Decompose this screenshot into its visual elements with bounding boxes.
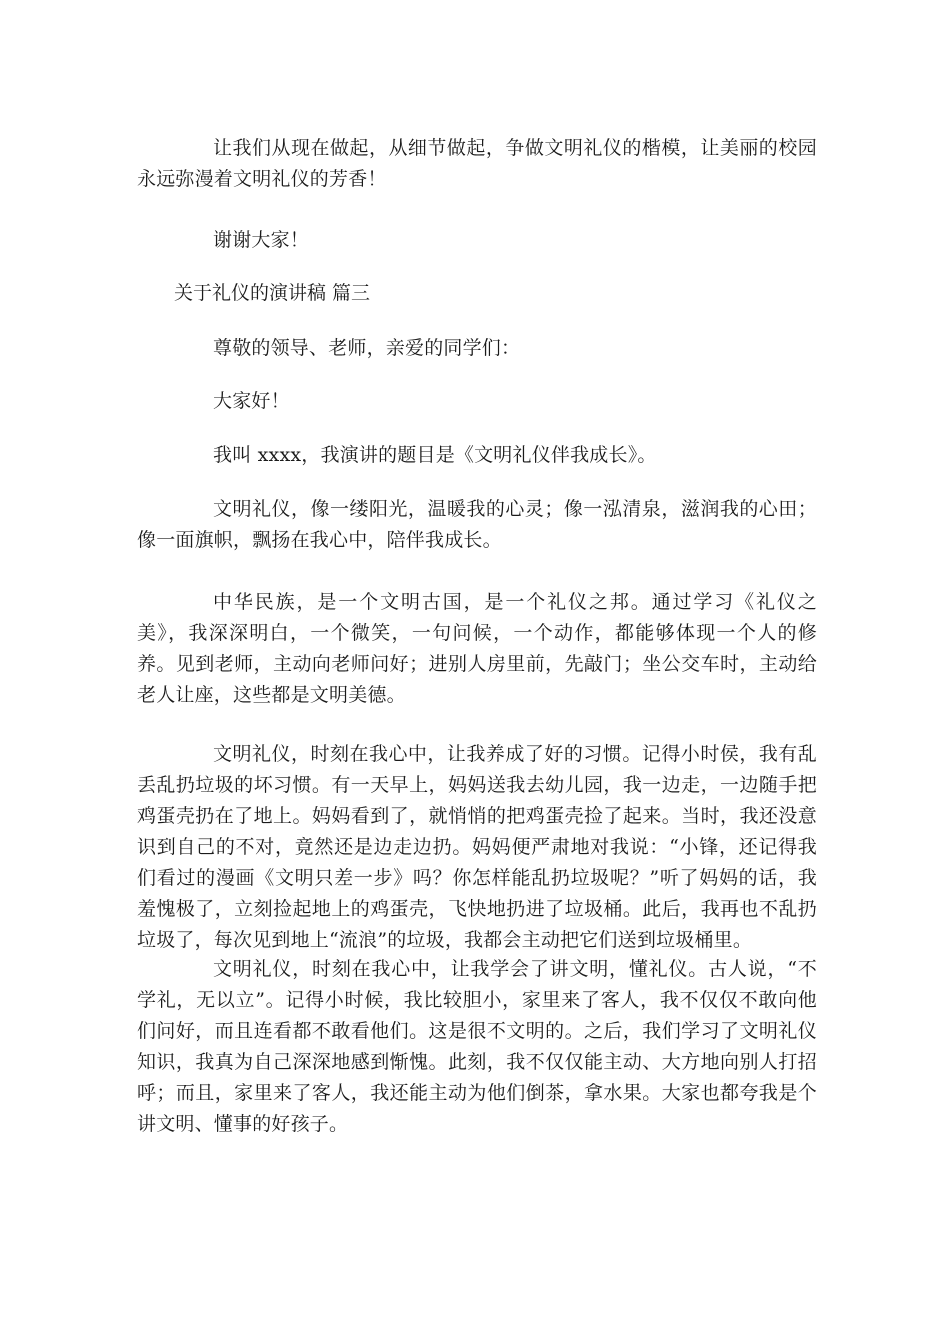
paragraph-metaphor: 文明礼仪，像一缕阳光，温暖我的心灵；像一泓清泉，滋润我的心田；像一面旗帜，飘扬在我心中，陪伴我成长。 [137, 498, 817, 551]
paragraph-intro: 我叫 xxxx，我演讲的题目是《文明礼仪伴我成长》。 [213, 444, 657, 466]
paragraph-greeting: 大家好！ [213, 390, 290, 412]
paragraph-nation: 中华民族，是一个文明古国，是一个礼仪之邦。通过学习《礼仪之美》，我深深明白，一个微笑，一句问候，一个动作，都能够体现一个人的修养。见到老师，主动向老师问好；进别人房里前，先敲门；坐公交车时，主动给老人让座，这些都是文明美德。 [137, 591, 817, 706]
paragraph-manners: 文明礼仪，时刻在我心中，让我学会了讲文明，懂礼仪。古人说，“不学礼，无以立”。记得小时候，我比较胆小，家里来了客人，我不仅仅不敢向他们问好，而且连看都不敢看他们。这是很不文明的。之后，我们学习了文明礼仪知识，我真为自己深深地感到惭愧。此刻，我不仅仅能主动、大方地向别人打招呼；而且，家里来了客人，我还能主动为他们倒茶，拿水果。大家也都夸我是个讲文明、懂事的好孩子。 [137, 958, 817, 1135]
section-heading: 关于礼仪的演讲稿 篇三 [174, 282, 371, 304]
paragraph-thanks: 谢谢大家！ [213, 229, 310, 251]
paragraph-closing: 让我们从现在做起，从细节做起，争做文明礼仪的楷模，让美丽的校园永远弥漫着文明礼仪的芳香！ [137, 137, 817, 190]
paragraph-salutation: 尊敬的领导、老师，亲爱的同学们： [213, 337, 521, 359]
paragraph-habit: 文明礼仪，时刻在我心中，让我养成了好的习惯。记得小时侯，我有乱丢乱扔垃圾的坏习惯。有一天早上，妈妈送我去幼儿园，我一边走，一边随手把鸡蛋壳扔在了地上。妈妈看到了，就悄悄的把鸡蛋壳捡了起来。当时，我还没意识到自己的不对，竟然还是边走边扔。妈妈便严肃地对我说：“小锋，还记得我们看过的漫画《文明只差一步》吗？你怎样能乱扔垃圾呢？”听了妈妈的话，我羞愧极了，立刻捡起地上的鸡蛋壳，飞快地扔进了垃圾桶。此后，我再也不乱扔垃圾了，每次见到地上“流浪”的垃圾，我都会主动把它们送到垃圾桶里。 [137, 743, 817, 951]
